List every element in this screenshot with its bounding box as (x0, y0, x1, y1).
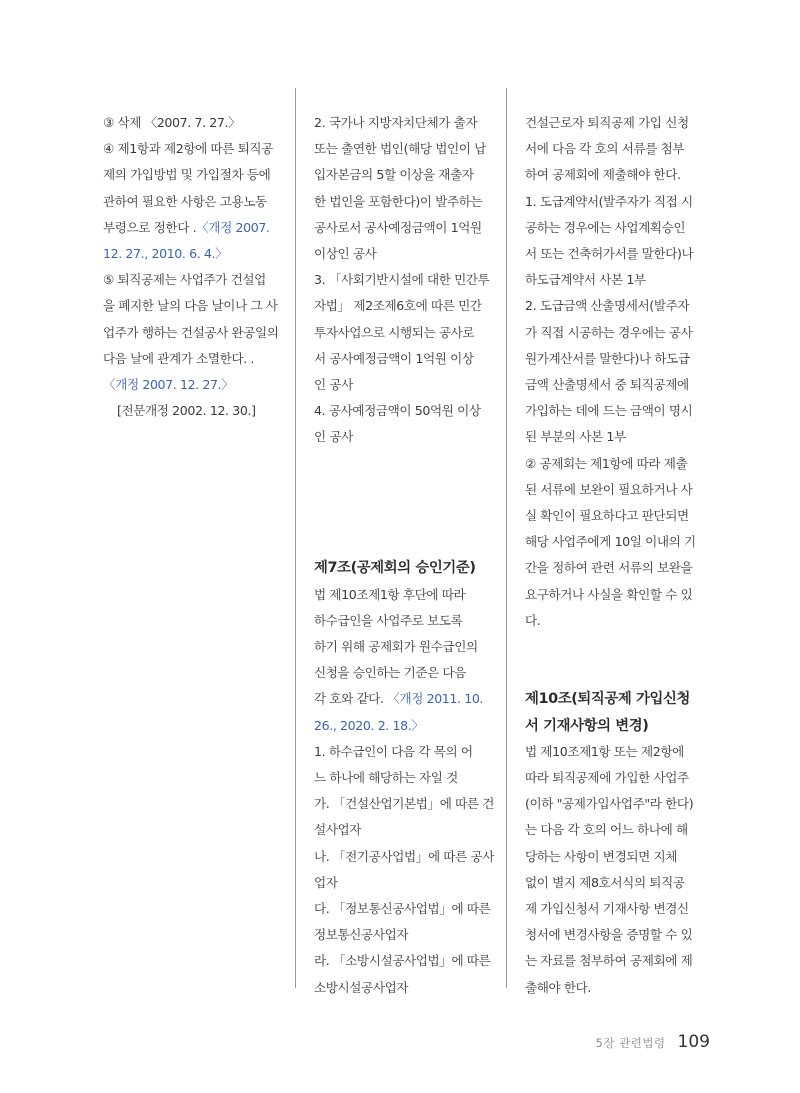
text-line: 인 공사 (314, 429, 353, 445)
text-line: 이상인 공사 (314, 246, 377, 262)
text-line: 실 확인이 필요하다고 판단되면 (525, 508, 689, 524)
text-line: 소방시설공사업자 (314, 979, 409, 995)
text-line: 업주가 행하는 건설공사 완공일의 (103, 324, 279, 340)
text-line: 공하는 경우에는 사업계획승인 (525, 219, 686, 235)
column-divider-right (506, 88, 507, 988)
text-line (103, 215, 283, 241)
text-line: 간을 정하여 관련 서류의 보완을 (525, 560, 693, 576)
text-line: 정보통신공사업자 (314, 927, 409, 943)
text-line: 없이 별지 제8호서식의 퇴직공 (525, 874, 685, 890)
article-heading: 서 기재사항의 변경) (525, 717, 649, 734)
column-left (103, 110, 283, 424)
article-heading: 제7조(공제회의 승인기준) (314, 560, 476, 577)
text-line: 하도급계약서 사본 1부 (525, 272, 646, 288)
text-line: 입자본금의 5할 이상을 재출자 (314, 167, 474, 183)
text-line: 을 폐지한 날의 다음 날이나 그 사 (103, 298, 278, 314)
amendment-note: 〈개정 2011. 10. (387, 691, 484, 707)
text-line: ③ 삭제 〈2007. 7. 27.〉 (103, 115, 241, 130)
text-line: 다. (525, 612, 541, 628)
text-line: 서에 다음 각 호의 서류를 첨부 (525, 141, 685, 157)
column-middle (314, 110, 494, 1001)
text-line: 원가계산서를 말한다)나 하도급 (525, 350, 690, 366)
text-line: 따라 퇴직공제에 가입한 사업주 (525, 770, 689, 786)
text-line: 공사로서 공사예정금액이 1억원 (314, 219, 482, 235)
text-line: 가 직접 시공하는 경우에는 공사 (525, 324, 693, 340)
text-line: 제의 가입방법 및 가입절차 등에 (103, 167, 271, 183)
page-footer (596, 1032, 710, 1052)
text-line (314, 686, 490, 712)
text-line: 2. 도급금액 산출명세서(발주자 (525, 298, 690, 314)
text-line: 1. 도급계약서(발주자가 직접 시 (525, 193, 693, 209)
text-line: ⑤ 퇴직공제는 사업주가 건설업 (103, 272, 266, 288)
article-heading: 제10조(퇴직공제 가입신청 (525, 691, 691, 708)
amendment-note: 26., 2020. 2. 18.〉 (314, 717, 424, 733)
text-line: 제 가입신청서 기재사항 변경신 (525, 901, 689, 917)
text-line: ④ 제1항과 제2항에 따른 퇴직공 (103, 141, 273, 157)
text-line: ② 공제회는 제1항에 따라 제출 (525, 455, 688, 471)
amendment-note: 〈개정 2007. 12. 27.〉 (103, 377, 234, 393)
text-line: 다. 「정보통신공사업법」에 따른 (314, 901, 491, 917)
text-line: 가입하는 데에 드는 금액이 명시 (525, 403, 693, 419)
text-line: 는 다음 각 호의 어느 하나에 해 (525, 822, 688, 838)
text-line: 해당 사업주에게 10일 이내의 기 (525, 534, 696, 550)
page-number: 109 (677, 1032, 710, 1052)
text-line: 법 제10조제1항 또는 제2항에 (525, 743, 684, 759)
text-line: 관하여 필요한 사항은 고용노동 (103, 193, 267, 209)
amendment-note: 12. 27., 2010. 6. 4.〉 (103, 246, 228, 262)
revision-note: [전문개정 2002. 12. 30.] (117, 403, 256, 419)
text-line: 된 서류에 보완이 필요하거나 사 (525, 481, 693, 497)
chapter-label: 5장 관련법령 (595, 1036, 666, 1050)
text-line: 투자사업으로 시행되는 공사로 (314, 324, 475, 340)
text-line: 하수급인을 사업주로 보도록 (314, 612, 463, 628)
text-line: 3. 「사회기반시설에 대한 민간투 (314, 272, 490, 288)
text-line: 출해야 한다. (525, 979, 592, 995)
text-line: 인 공사 (314, 377, 353, 393)
text-line: 금액 산출명세서 중 퇴직공제에 (525, 377, 689, 393)
text-line: 법 제10조제1항 후단에 따라 (314, 586, 466, 602)
text-line: 당하는 사항이 변경되면 지체 (525, 848, 677, 864)
column-divider-left (295, 88, 296, 988)
text-line: 설사업자 (314, 822, 362, 838)
text-line: 느 하나에 해당하는 자일 것 (314, 770, 458, 786)
text-line: 신청을 승인하는 기준은 다음 (314, 665, 466, 681)
text-line: 가. 「건설산업기본법」에 따른 건 (314, 796, 494, 812)
text-line: 또는 출연한 법인(해당 법인이 납 (314, 141, 486, 157)
text-line: 2. 국가나 지방자치단체가 출자 (314, 115, 478, 130)
text-line: 1. 하수급인이 다음 각 목의 어 (314, 743, 473, 759)
text-line: 청서에 변경사항을 증명할 수 있 (525, 927, 693, 943)
text-line: 요구하거나 사실을 확인할 수 있 (525, 586, 693, 602)
text-span: 부령으로 정한다 . (103, 219, 197, 235)
text-line: 나. 「전기공사업법」에 따른 공사 (314, 848, 494, 864)
text-line: 건설근로자 퇴직공제 가입 신청 (525, 115, 689, 130)
column-right (525, 110, 707, 1001)
text-line: 라. 「소방시설공사업법」에 따른 (314, 953, 491, 969)
text-line: (이하 "공제가입사업주"라 한다) (525, 796, 694, 812)
amendment-note: 〈개정 2007. (196, 219, 270, 235)
text-line: 서 공사예정금액이 1억원 이상 (314, 350, 474, 366)
text-line: 한 법인을 포함한다)이 발주하는 (314, 193, 483, 209)
text-span: 각 호와 같다. (314, 691, 388, 707)
text-line: 업자 (314, 874, 338, 890)
text-line: 된 부분의 사본 1부 (525, 429, 626, 445)
text-line: 서 또는 건축허가서를 말한다)나 (525, 246, 694, 262)
text-line: 자법」 제2조제6호에 따른 민간 (314, 298, 482, 314)
text-line: 하여 공제회에 제출해야 한다. (525, 167, 681, 183)
text-line: 다음 날에 관계가 소멸한다. . (103, 350, 255, 366)
text-line: 는 자료를 첨부하여 공제회에 제 (525, 953, 693, 969)
text-line: 4. 공사예정금액이 50억원 이상 (314, 403, 481, 419)
text-line: 하기 위해 공제회가 원수급인의 (314, 639, 478, 654)
